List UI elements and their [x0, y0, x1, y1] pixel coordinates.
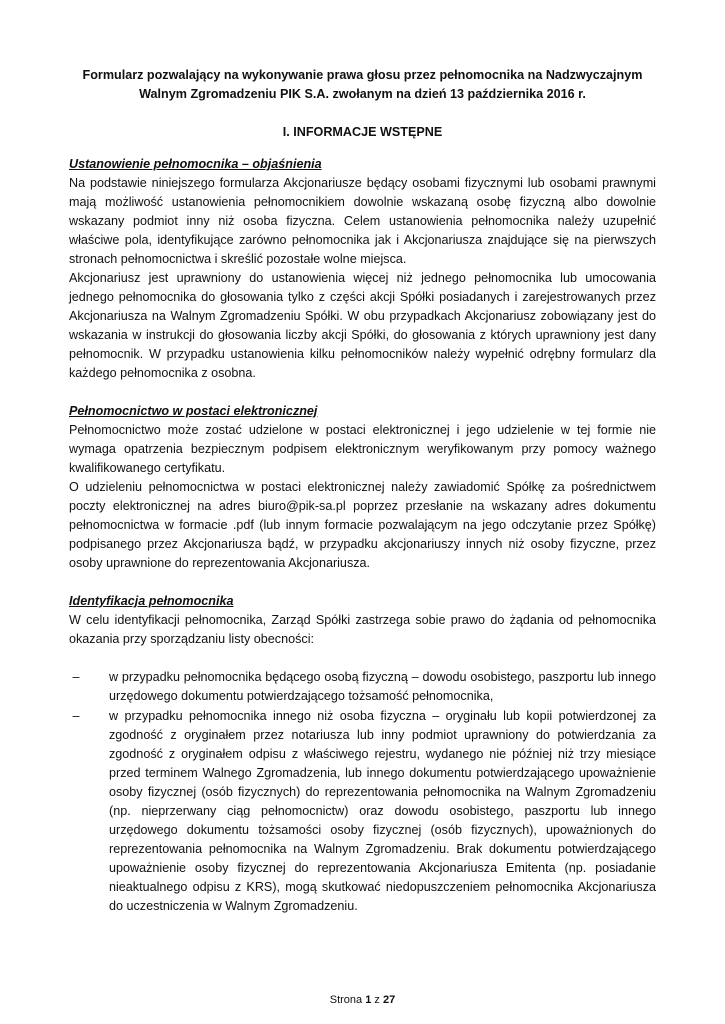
list-item [69, 707, 656, 916]
page-footer [0, 994, 725, 1006]
paragraph: W celu identyfikacji pełnomocnika, Zarząd Spółki zastrzega sobie prawo do żądania od pełnomocnika okazania przy sporządzaniu listy obecności: [69, 613, 656, 646]
page-current: 1 [365, 994, 372, 1006]
dash-bullet: – [72, 670, 80, 684]
section-title: I. INFORMACJE WSTĘPNE [282, 125, 443, 139]
paragraph: Pełnomocnictwo może zostać udzielone w postaci elektronicznej i jego udzielenie w tej formie nie wymaga opatrzenia bezpiecznym podpisem elektronicznym weryfikowanym przy pomocy ważnego kwalifikowanego certyfikatu. [69, 423, 656, 475]
page-separator: z [374, 994, 380, 1006]
page-label: Strona [329, 994, 363, 1006]
section-heading: Identyfikacja pełnomocnika [69, 594, 234, 608]
section-ustanowienie [69, 155, 656, 383]
page-total: 27 [382, 994, 396, 1006]
section-identyfikacja [69, 592, 656, 916]
paragraph: Akcjonariusz jest uprawniony do ustanowienia więcej niż jednego pełnomocnika lub umocowania jednego pełnomocnika do głosowania tylko z części akcji Spółki posiadanych i zarejestrowanych przez Akcjonariusza na Walnym Zgromadzeniu Spółki. W obu przypadkach Akcjonariusz zobowiązany jest do wskazania w instrukcji do głosowania liczby akcji Spółki, do głosowania z których uprawniony jest dany pełnomocnik. W przypadku ustanowienia kilku pełnomocników należy wypełnić odrębny formularz dla każdego pełnomocnika z osobna. [69, 271, 656, 380]
requirements-list [69, 668, 656, 916]
paragraph: O udzieleniu pełnomocnictwa w postaci elektronicznej należy zawiadomić Spółkę za pośrednictwem poczty elektronicznej na adres biuro@pik-sa.pl poprzez przesłanie na wskazany adres dokumentu pełnomocnictwa w formacie .pdf (lub innym formacie pozwalającym na jego odczytanie przez Spółkę) podpisanego przez Akcjonariusza bądź, w przypadku akcjonariuszy innych niż osoby fizyczne, przez osoby uprawnione do reprezentowania Akcjonariusza. [69, 480, 656, 570]
list-item [69, 668, 656, 706]
section-pelnomocnictwo-elektroniczne [69, 402, 656, 573]
document-title: Formularz pozwalający na wykonywanie prawa głosu przez pełnomocnika na Nadzwyczajnym Walnym Zgromadzeniu PIK S.A. zwołanym na dzień 13 października 2016 r. [82, 68, 643, 101]
document-page [69, 66, 656, 917]
section-heading: Ustanowienie pełnomocnika – objaśnienia [69, 157, 322, 171]
list-item-text: w przypadku pełnomocnika będącego osobą fizyczną – dowodu osobistego, paszportu lub innego urzędowego dokumentu potwierdzającego tożsamość pełnomocnika, [109, 670, 656, 703]
paragraph: Na podstawie niniejszego formularza Akcjonariusze będący osobami fizycznymi lub osobami prawnymi mają możliwość ustanowienia pełnomocnikiem dowolnie wskazaną osobę fizyczną albo dowolnie wskazany podmiot inny niż osoba fizyczna. Celem ustanowienia pełnomocnika należy uzupełnić właściwe pola, identyfikujące zarówno pełnomocnika jak i Akcjonariusza znajdujące się na pierwszych stronach pełnomocnictwa i skreślić pozostałe wolne miejsca. [69, 176, 656, 266]
section-heading: Pełnomocnictwo w postaci elektronicznej [69, 404, 318, 418]
dash-bullet: – [72, 709, 80, 723]
list-item-text: w przypadku pełnomocnika innego niż osoba fizyczna – oryginału lub kopii potwierdzonej za zgodność z oryginałem przez notariusza lub inny podmiot uprawniony do potwierdzania za zgodność z oryginałem odpisu z właściwego rejestru, wydanego nie później niż trzy miesiące przed terminem Walnego Zgromadzenia, lub innego dokumentu potwierdzającego upoważnienie osoby fizycznej (osób fizycznych) do reprezentowania pełnomocnika na Walnym Zgromadzeniu (np. nieprzerwany ciąg pełnomocnictw) oraz dowodu osobistego, paszportu lub innego urzędowego dokumentu tożsamości osoby fizycznej (osób fizycznych), upoważnionych do reprezentowania pełnomocnika na Walnym Zgromadzeniu. Brak dokumentu potwierdzającego upoważnienie osoby fizycznej do reprezentowania Akcjonariusza Emitenta (np. posiadanie nieaktualnego odpisu z KRS), mogą skutkować niedopuszczeniem pełnomocnika Akcjonariusza do uczestniczenia w Walnym Zgromadzeniu. [109, 709, 656, 913]
